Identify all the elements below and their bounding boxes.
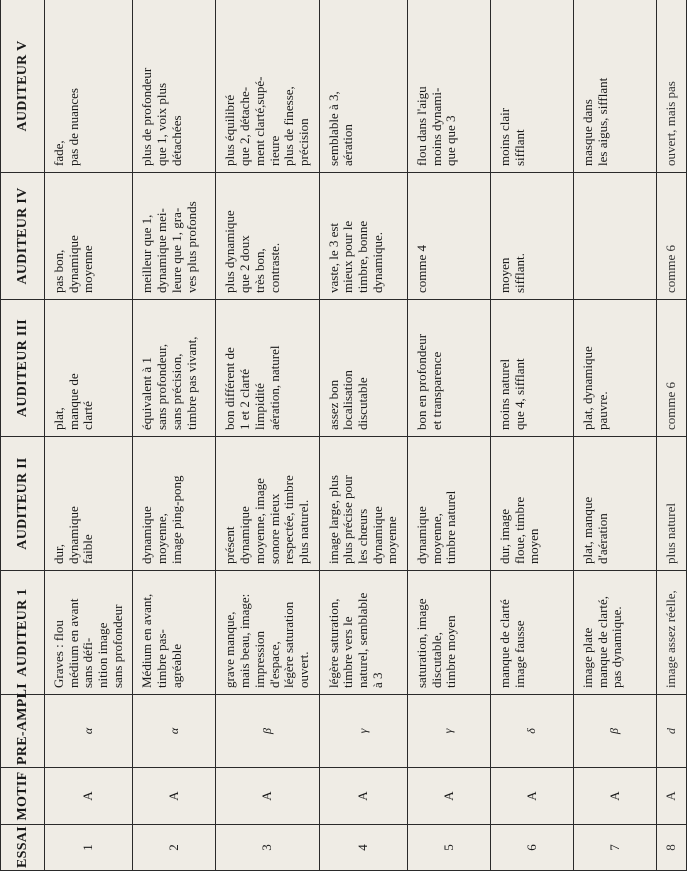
auditeur-3-cell: équivalent à 1 sans profondeur, sans précision, timbre pas vivant,: [133, 300, 216, 437]
auditeur-1-cell: Graves : flou médium en avant sans défi- nition image sans profondeur: [45, 571, 133, 695]
motif-cell: A: [491, 768, 574, 825]
essai-cell: 4: [319, 825, 407, 871]
motif-cell: A: [408, 768, 491, 825]
auditeur-4-cell: moyen sifflant.: [491, 173, 574, 300]
preampli-cell: γ: [408, 695, 491, 768]
table-row: [574, 0, 657, 871]
essai-cell: 2: [133, 825, 216, 871]
auditeur-5-cell: flou dans l'aigu moins dynami- que que 3: [408, 0, 491, 173]
auditeur-5-cell: moins clair sifflant: [491, 0, 574, 173]
auditeur-3-cell: plat, dynamique pauvre.: [574, 300, 657, 437]
motif-cell: A: [319, 768, 407, 825]
motif-cell: A: [45, 768, 133, 825]
auditeur-3-cell: assez bon localisation discutable: [319, 300, 407, 437]
table-row: [408, 0, 491, 871]
auditeur-5-cell: ouvert, mais pas: [657, 0, 687, 173]
auditeur-5-cell: plus de profondeur que 1, voix plus détachées: [133, 0, 216, 173]
essai-cell: 5: [408, 825, 491, 871]
column-header-auditeur-1: AUDITEUR 1: [1, 571, 45, 695]
essai-cell: 8: [657, 825, 687, 871]
auditeur-1-cell: Médium en avant, timbre pas- agréable: [133, 571, 216, 695]
table-row: [133, 0, 216, 871]
column-header-auditeur-2: AUDITEUR II: [1, 437, 45, 571]
table-row: [491, 0, 574, 871]
auditeur-4-cell: [574, 173, 657, 300]
auditeur-1-cell: manque de clarté image fausse: [491, 571, 574, 695]
preampli-cell: δ: [491, 695, 574, 768]
auditeur-4-cell: comme 6: [657, 173, 687, 300]
table-row: [45, 0, 133, 871]
column-header-essai: ESSAI: [1, 825, 45, 871]
auditeur-3-cell: comme 6: [657, 300, 687, 437]
auditeur-4-cell: pas bon, dynamique moyenne: [45, 173, 133, 300]
preampli-cell: α: [45, 695, 133, 768]
motif-cell: A: [216, 768, 319, 825]
preampli-cell: γ: [319, 695, 407, 768]
auditeur-2-cell: présent dynamique moyenne, image sonore mieux respectée, timbre plus naturel.: [216, 437, 319, 571]
column-header-motif: MOTIF: [1, 768, 45, 825]
essai-cell: 6: [491, 825, 574, 871]
preampli-cell: α: [133, 695, 216, 768]
auditeur-2-cell: dynamique moyenne, timbre naturel: [408, 437, 491, 571]
column-header-auditeur-5: AUDITEUR V: [1, 0, 45, 173]
auditeur-1-cell: saturation, image discutable, timbre moyen: [408, 571, 491, 695]
essai-cell: 1: [45, 825, 133, 871]
motif-cell: A: [133, 768, 216, 825]
table-row: [319, 0, 407, 871]
header-row: [1, 0, 45, 871]
auditeur-2-cell: dur, dynamique faible: [45, 437, 133, 571]
preampli-cell: β: [574, 695, 657, 768]
auditeur-4-cell: plus dynamique que 2 doux très bon, contraste.: [216, 173, 319, 300]
auditeur-2-cell: plat, manque d'aération: [574, 437, 657, 571]
auditeur-1-cell: légère saturation, timbre vers le naturel, semblable à 3: [319, 571, 407, 695]
auditeur-5-cell: masque dans les aigus, sifflant: [574, 0, 657, 173]
preampli-cell: β: [216, 695, 319, 768]
column-header-auditeur-3: AUDITEUR III: [1, 300, 45, 437]
auditeur-3-cell: plat, manque de clarté: [45, 300, 133, 437]
auditeur-4-cell: meilleur que 1, dynamique mei- leure que 1, gra- ves plus profonds: [133, 173, 216, 300]
auditeur-2-cell: image large, plus plus précise pour les chœurs dynamique moyenne: [319, 437, 407, 571]
auditeur-2-cell: plus naturel: [657, 437, 687, 571]
auditeur-4-cell: vaste, le 3 est mieux pour le timbre, bonne dynamique.: [319, 173, 407, 300]
auditeur-5-cell: semblable à 3, aération: [319, 0, 407, 173]
motif-cell: A: [657, 768, 687, 825]
auditeur-3-cell: bon différent de 1 et 2 clarté limpidité aération, naturel: [216, 300, 319, 437]
auditeur-4-cell: comme 4: [408, 173, 491, 300]
auditeur-3-cell: bon en profondeur et transparence: [408, 300, 491, 437]
motif-cell: A: [574, 768, 657, 825]
auditeur-2-cell: dynamique moyenne, image ping-pong: [133, 437, 216, 571]
preampli-cell: d: [657, 695, 687, 768]
column-header-preampli: PRE-AMPLI: [1, 695, 45, 768]
essai-cell: 3: [216, 825, 319, 871]
auditeur-3-cell: moins naturel que 4, sifflant: [491, 300, 574, 437]
table-row-partial: [657, 0, 687, 871]
auditeur-1-cell: image assez réelle,: [657, 571, 687, 695]
table-row: [216, 0, 319, 871]
auditeur-5-cell: fade, pas de nuances: [45, 0, 133, 173]
essai-cell: 7: [574, 825, 657, 871]
auditeur-2-cell: dur, image floue, timbre moyen: [491, 437, 574, 571]
auditeur-1-cell: image plate manque de clarté, pas dynamique.: [574, 571, 657, 695]
auditeur-5-cell: plus équilibré que 2, détache- ment clarté,supé- rieure plus de finesse, précision: [216, 0, 319, 173]
auditeur-1-cell: grave manque, mais beau, image: impression d'espace, légère saturation ouvert.: [216, 571, 319, 695]
column-header-auditeur-4: AUDITEUR IV: [1, 173, 45, 300]
